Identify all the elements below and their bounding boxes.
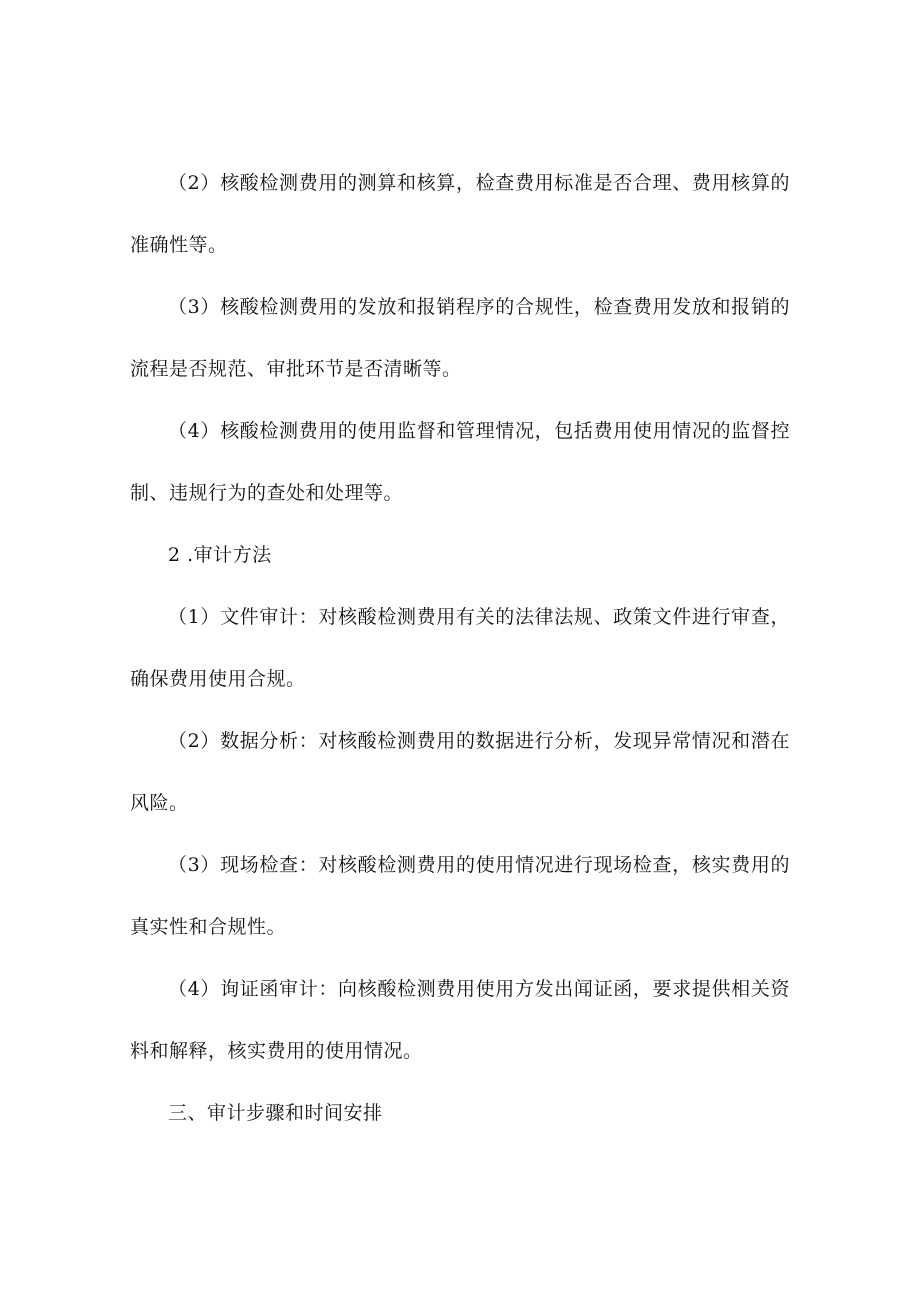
paragraph-review-item-3: （3）核酸检测费用的发放和报销程序的合规性，检查费用发放和报销的流程是否规范、审批环节是否清晰等。 (130, 296, 790, 380)
document-body (130, 152, 790, 1144)
method-site-inspection: （3）现场检查：对核酸检测费用的使用情况进行现场检查，核实费用的真实性和合规性。 (130, 854, 790, 938)
method-data-analysis: （2）数据分析：对核酸检测费用的数据进行分析，发现异常情况和潜在风险。 (130, 730, 790, 814)
method-document-audit: （1）文件审计：对核酸检测费用有关的法律法规、政策文件进行审查，确保费用使用合规。 (130, 606, 790, 690)
paragraph-review-item-4: （4）核酸检测费用的使用监督和管理情况，包括费用使用情况的监督控制、违规行为的查处和处理等。 (130, 420, 790, 504)
section-heading-audit-steps: 三、审计步骤和时间安排 (168, 1102, 383, 1124)
method-confirmation-letter: （4）询证函审计：向核酸检测费用使用方发出闻证函，要求提供相关资料和解释，核实费用的使用情况。 (130, 978, 790, 1062)
paragraph-review-item-2: （2）核酸检测费用的测算和核算，检查费用标准是否合理、费用核算的准确性等。 (130, 172, 790, 256)
section-heading-audit-methods: 2 .审计方法 (168, 544, 272, 566)
